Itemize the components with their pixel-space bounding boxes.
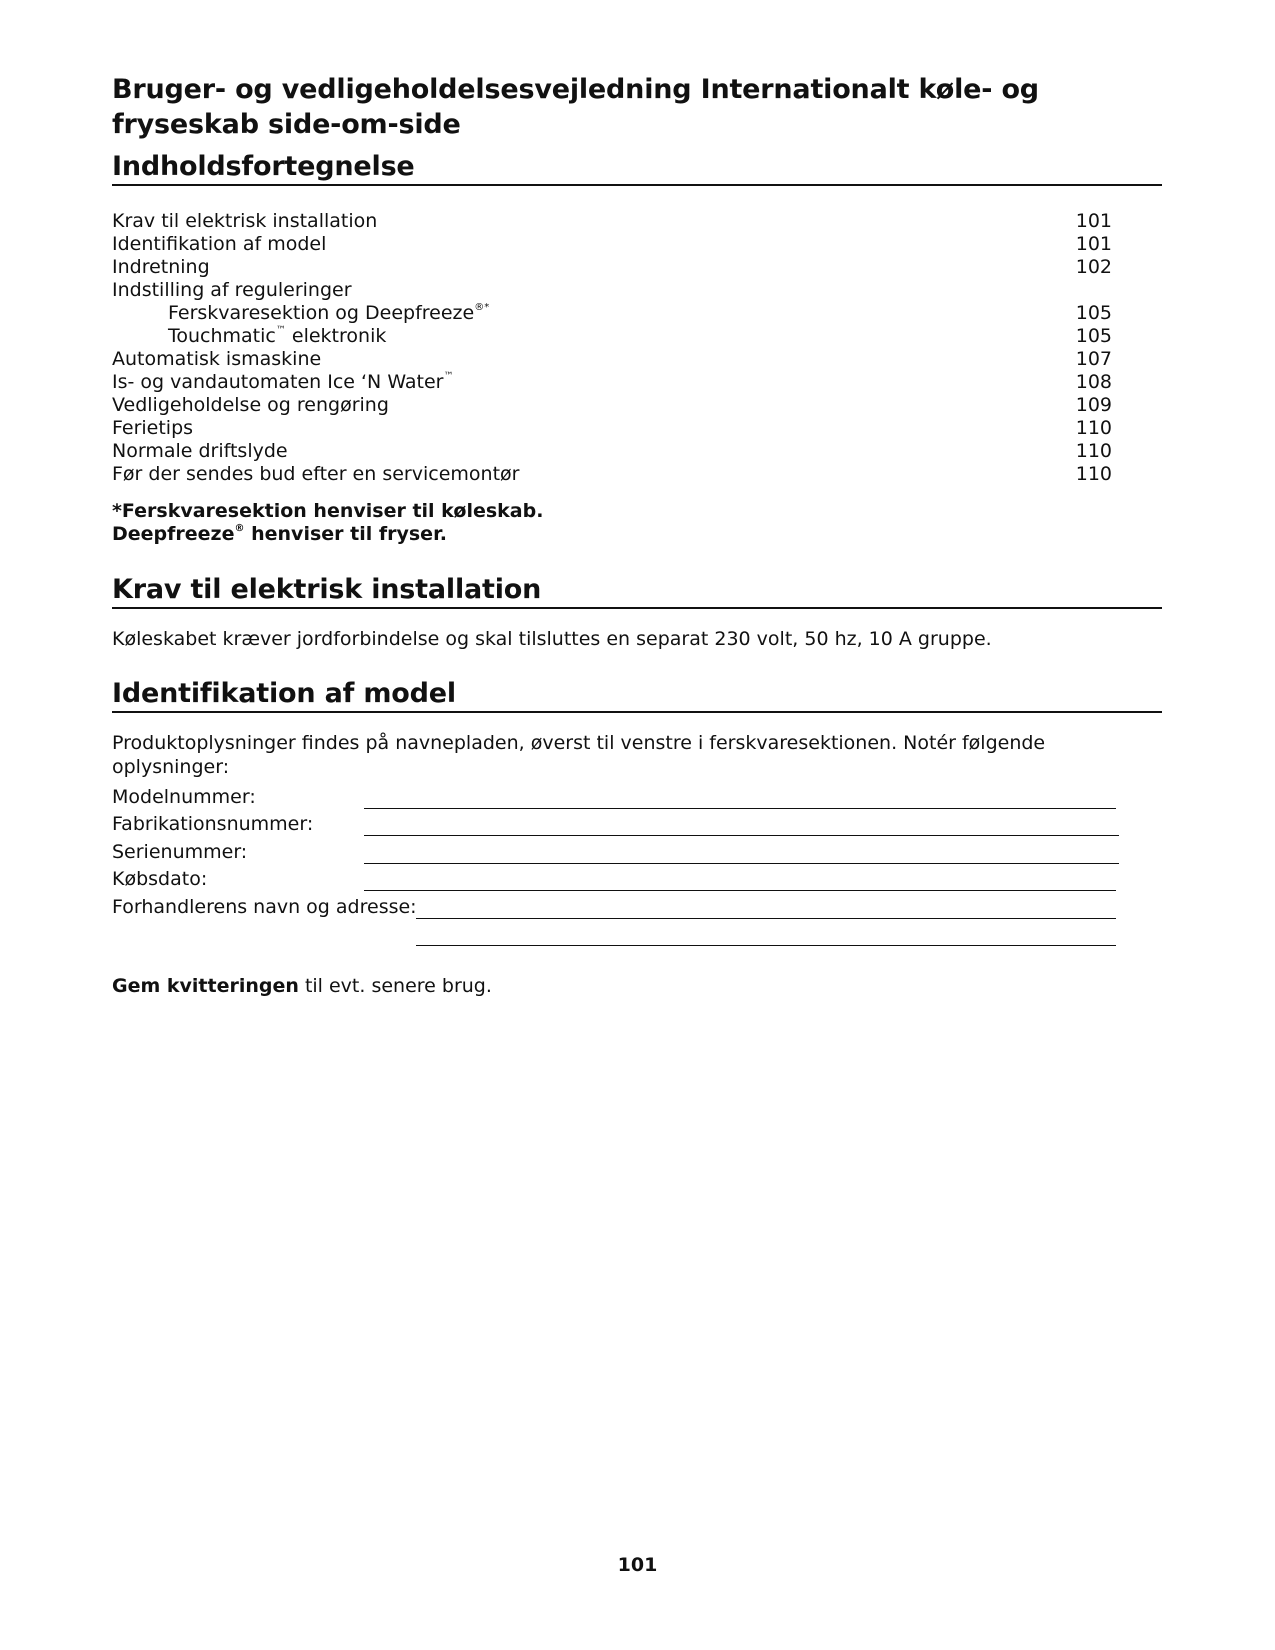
toc-item	[112, 440, 1112, 463]
registered-mark: ®	[234, 523, 245, 534]
toc-item-page: 108	[1075, 371, 1112, 393]
toc-item	[112, 210, 1112, 233]
toc-item-page: 110	[1075, 417, 1112, 439]
toc-item-label: Normale driftslyde	[112, 440, 288, 462]
toc-footnote-line-2: Deepfreeze® henviser til fryser.	[112, 523, 447, 545]
toc-item	[112, 371, 1112, 394]
toc-item	[112, 302, 1112, 325]
toc-item-page: 109	[1075, 394, 1112, 416]
toc-item-page	[1072, 279, 1112, 302]
dealer-address-line[interactable]	[416, 945, 1116, 946]
toc-item-label: Før der sendes bud efter en servicemontør	[112, 463, 520, 485]
table-of-contents	[112, 210, 1112, 486]
document-title: Bruger- og vedligeholdelsesvejledning Internationalt køle- og fryseskab side-om-side	[112, 74, 1039, 140]
toc-item-label: Indstilling af reguleringer	[112, 279, 352, 301]
electrical-heading: Krav til elektrisk installation	[112, 573, 1162, 609]
toc-heading: Indholdsfortegnelse	[112, 150, 1162, 186]
form-row-dealer	[112, 891, 1112, 919]
model-info-form	[112, 781, 1112, 946]
toc-item-page: 105	[1075, 302, 1112, 324]
toc-item-label: Ferietips	[112, 417, 194, 439]
form-row-serial-number	[112, 836, 1112, 864]
receipt-note	[112, 974, 1162, 998]
receipt-note-rest: til evt. senere brug.	[298, 975, 492, 997]
registered-mark: ®*	[474, 302, 490, 313]
toc-footnote-line-1: *Ferskvaresektion henviser til køleskab.	[112, 500, 544, 522]
toc-item	[112, 325, 1112, 348]
model-heading: Identifikation af model	[112, 677, 1162, 713]
toc-item	[112, 279, 1112, 302]
toc-item-page: 110	[1075, 463, 1112, 485]
toc-item	[112, 417, 1112, 440]
toc-item	[112, 256, 1112, 279]
trademark-mark: ™	[443, 371, 454, 382]
model-intro-text: Produktoplysninger findes på navnepladen, øverst til venstre i ferskvaresektionen. Notér følgende oplysninger:	[112, 732, 1046, 778]
page-number: 101	[617, 1554, 658, 1576]
toc-item-label: Automatisk ismaskine	[112, 348, 322, 370]
toc-item-page: 110	[1075, 440, 1112, 462]
dealer-label: Forhandlerens navn og adresse:	[112, 895, 417, 918]
toc-item-label: Krav til elektrisk installation	[112, 210, 378, 232]
serial-number-label: Serienummer:	[112, 840, 248, 863]
toc-item-label: Indretning	[112, 256, 210, 278]
receipt-note-bold: Gem kvitteringen	[112, 975, 299, 997]
form-row-production-number	[112, 809, 1112, 837]
production-number-label: Fabrikationsnummer:	[112, 813, 314, 835]
toc-item-page: 101	[1075, 210, 1112, 232]
model-number-label: Modelnummer:	[112, 785, 256, 808]
toc-footnote	[112, 500, 543, 546]
toc-item-label: Identifikation af model	[112, 233, 327, 255]
form-row-dealer-extra	[112, 919, 1112, 947]
toc-item	[112, 463, 1112, 486]
toc-item	[112, 233, 1112, 256]
toc-item	[112, 348, 1112, 371]
trademark-mark: ™	[275, 325, 286, 336]
toc-item-label: Is- og vandautomaten Ice ‘N Water™	[112, 371, 454, 393]
form-row-purchase-date	[112, 864, 1112, 892]
electrical-text: Køleskabet kræver jordforbindelse og skal tilsluttes en separat 230 volt, 50 hz, 10 A gruppe.	[112, 628, 992, 650]
toc-item-page: 107	[1075, 348, 1112, 370]
toc-item-page: 105	[1075, 325, 1112, 347]
toc-item-label: Ferskvaresektion og Deepfreeze®*	[168, 302, 490, 324]
toc-item	[112, 394, 1112, 417]
toc-item-label: Touchmatic™ elektronik	[168, 325, 387, 347]
toc-item-page: 101	[1075, 233, 1112, 255]
toc-item-label: Vedligeholdelse og rengøring	[112, 394, 389, 416]
toc-item-page: 102	[1075, 256, 1112, 278]
purchase-date-label: Købsdato:	[112, 868, 208, 890]
form-row-model-number	[112, 781, 1112, 809]
